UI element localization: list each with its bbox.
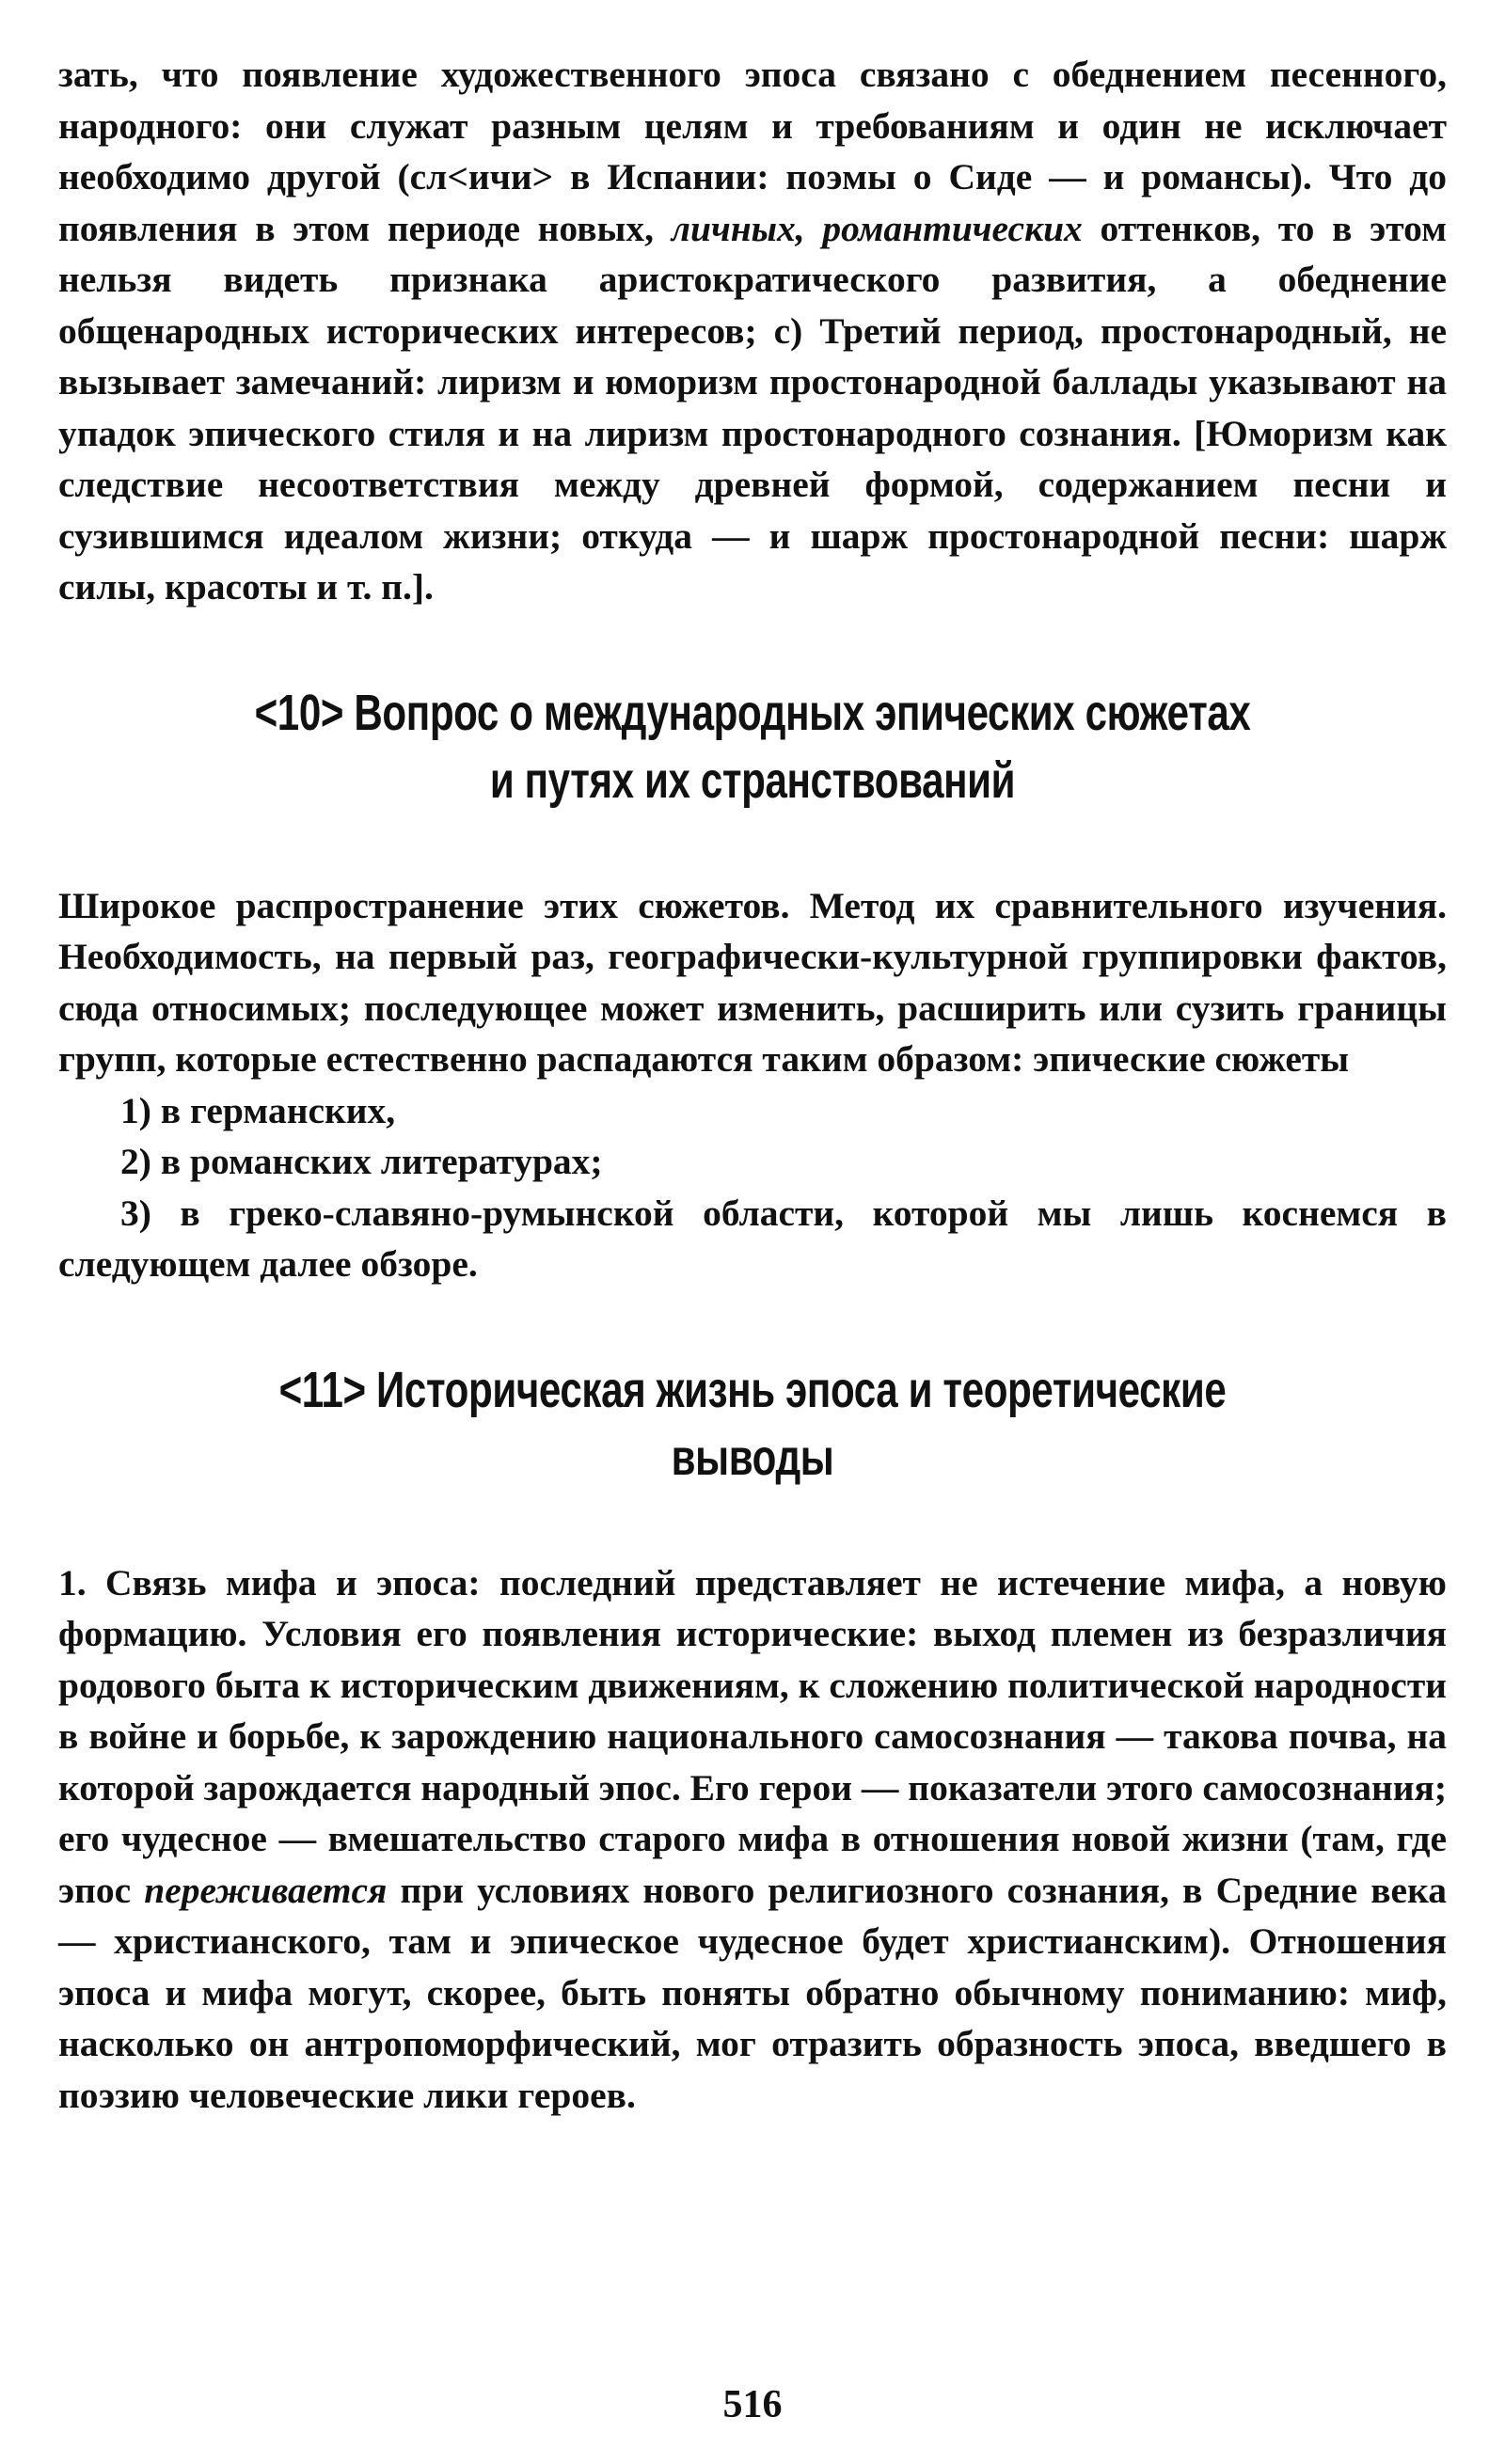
intro-paragraph bbox=[58, 49, 1447, 613]
section-11-paragraph bbox=[58, 1557, 1447, 2122]
section-10-paragraph: Широкое распространение этих сюжетов. Метод их сравнительного изучения. Необходимость, на первый раз, географически-культурной группировки фактов, сюда относимых; последующее может изменить, расширить или сузить границы групп, которые естественно распадаются таким образом: эпические сюжеты bbox=[58, 884, 1447, 1080]
section-10-heading-line1: <10> Вопрос о международных эпических сюжетах bbox=[254, 684, 1251, 741]
section-11-text-part1: 1. Связь мифа и эпоса: последний представляет не истечение мифа, а новую формацию. Условия его появления исторические: выход племен из безразличия родового быта к историческим движениям, к сложению политической народности в войне и борьбе, к зарождению национального самосознания — такова почва, на которой зарождается народный эпос. Его герои — показатели этого самосознания; его чудесное — вмешательство старого мифа в отношения новой жизни (там, где эпос bbox=[58, 1561, 1447, 1911]
intro-text-part2: оттенков, то в этом нельзя видеть признака аристократического развития, а обеднение общенародных исторических интересов; c) Третий период, простонародный, не вызывает замечаний: лиризм и юморизм простонародной баллады указывают на упадок эпического стиля и на лиризм простонародного сознания. [Юморизм как следствие несоответствия между древней формой, содержанием песни и сузившимся идеалом жизни; откуда — и шарж простонародной песни: шарж силы, красоты и т. п.]. bbox=[58, 207, 1447, 608]
intro-italic-text: личных, романтических bbox=[671, 207, 1083, 249]
intro-text-part1: зать, что появление художественного эпоса связано с обеднением песенного, народного: они служат разным целям и требованиям и один не исключает необходимо другой (сл<ичи> в Испании: поэмы о Сиде — и романсы). Что до появления в этом периоде новых, bbox=[58, 54, 1447, 249]
section-10-heading bbox=[211, 679, 1293, 814]
section-11-italic-text: переживается bbox=[144, 1869, 388, 1911]
section-10-list-item: 2) в романских литературах; bbox=[120, 1141, 603, 1182]
page-content bbox=[58, 49, 1447, 2121]
page-number: 516 bbox=[722, 2383, 783, 2426]
section-11-heading: <11> Историческая жизнь эпоса и теоретические выводы bbox=[278, 1361, 1227, 1486]
section-10-list-item: 3) в греко-славяно-румынской области, которой мы лишь коснемся в следующем далее обзоре. bbox=[58, 1192, 1447, 1285]
section-11-text-part2: при условиях нового религиозного сознания, в Средние века — христианского, там и эпическое чудесное будет христианским). Отношения эпоса и мифа могут, скорее, быть поняты обратно обычному пониманию: миф, насколько он антропоморфический, мог отразить образность эпоса, введшего в поэзию человеческие лики героев. bbox=[58, 1869, 1447, 2116]
section-10-heading-line2: и путях их странствований bbox=[489, 751, 1016, 809]
section-10-list-item: 1) в германских, bbox=[120, 1089, 396, 1131]
